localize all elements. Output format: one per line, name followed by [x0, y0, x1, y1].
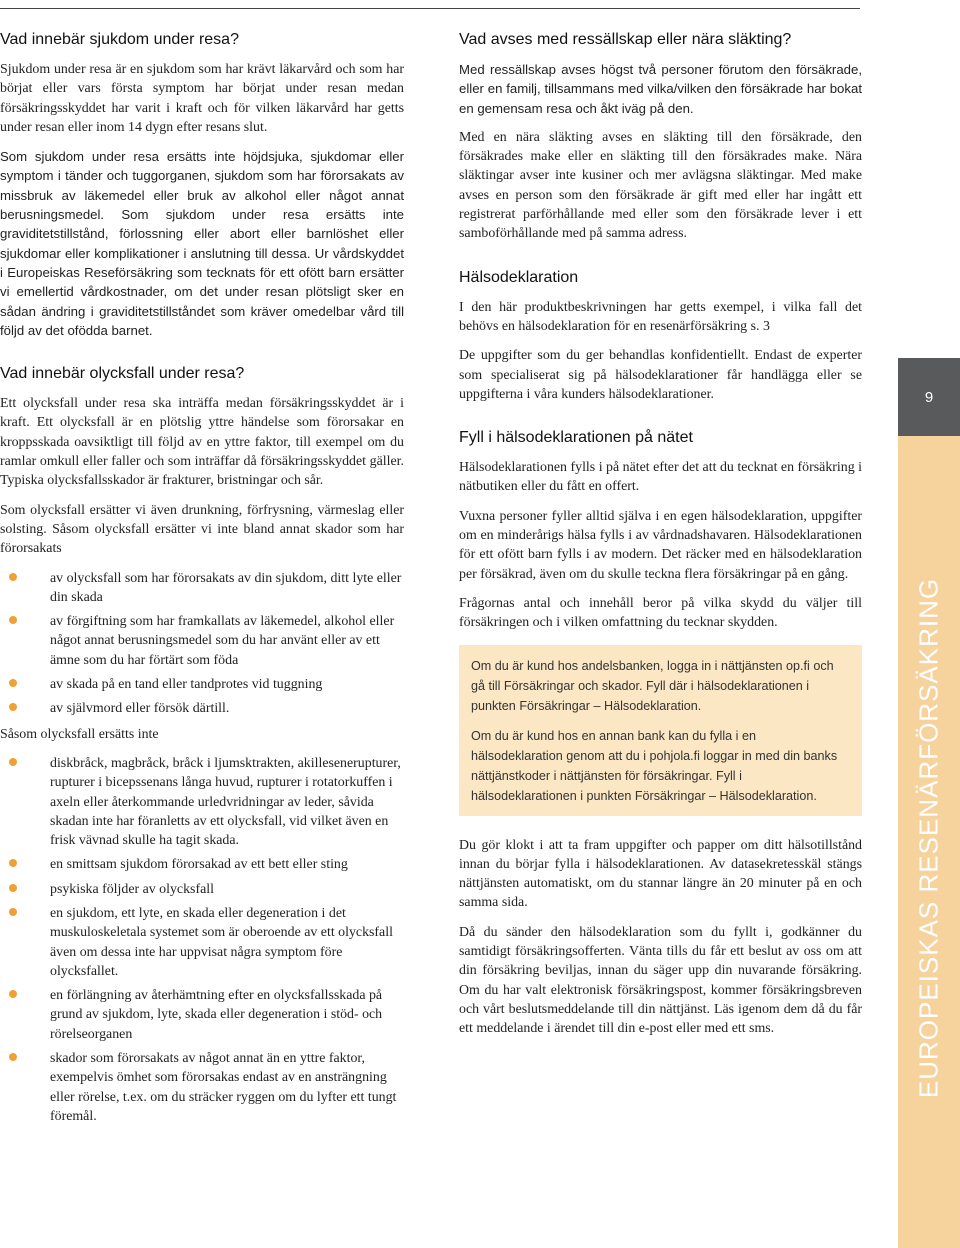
top-rule: [0, 8, 860, 9]
list-item: av förgiftning som har framkallats av läkemedel, alkohol eller något annat berusningsmedel som du har använt eller av ett ämne som du har förtärt som föda: [0, 612, 404, 670]
left-column: [0, 30, 404, 1132]
bullet-icon: [9, 758, 17, 766]
heading-illness: Vad innebär sjukdom under resa?: [0, 31, 239, 48]
paragraph-adults-minors: Vuxna personer fyller alltid själva i en egen hälsodeklaration, uppgifter om en minderårigs hälsa fylls i av vårdnadshavaren. Hälsodeklarationen för ett ofött barn fylls i av modern. Det räcker med en hälsodeklaration per försäkrad, även om du skulle teckna flera försäkringar på en gång.: [459, 508, 862, 582]
paragraph-health-declaration-examples: I den här produktbeskrivningen har getts exempel, i vilka fall det behövs en hälsodeklaration för en resenärförsäkring s. 3: [459, 299, 862, 334]
list-item: en sjukdom, ett lyte, en skada eller degeneration i det muskuloskeletala systemet som är oberoende av ett olycksfall även om dessa inte har uppvisat några symptom före olycksfallet.: [0, 904, 404, 981]
paragraph-prepare-documents: Du gör klokt i att ta fram uppgifter och papper om ditt hälsotillstånd innan du börjar fylla i hälsodeklarationen. Av datasekretesskäl stängs nättjänsten automatiskt, om du stannar längre än 20 minuter på en och samma sida.: [459, 837, 862, 911]
paragraph-close-relative: Med en nära släkting avses en släkting till den försäkrade, den försäkrades make eller en släkting till den försäkrades make. Nära släktingar avser inte kusiner och mer avlägsna släktingar. Med make avses en person som den försäkrade är gift med eller har ingått ett registrerat parförhållande med eller som den försäkrade lever i ett samboförhållande med på samma adress.: [459, 129, 862, 242]
heading-accident: Vad innebär olycksfall under resa?: [0, 365, 245, 383]
bullet-icon: [9, 616, 17, 624]
bullet-icon: [9, 859, 17, 867]
paragraph-accident-definition: Ett olycksfall under resa ska inträffa medan försäkringsskyddet är i kraft. Ett olycksfall är en plötslig yttre händelse som förorsakar en kroppsskada oavsiktligt till följd av en yttre faktor, till exempel om du ramlar omkull eller faller och som inträffar då försäkringsskyddet gäller. Typiska olycksfallsskador är frakturer, bristningar och sår.: [0, 396, 404, 489]
bullet-icon: [9, 703, 17, 711]
right-column: [459, 30, 862, 1049]
heading-travel-companion: Vad avses med ressällskap eller nära släkting?: [459, 31, 792, 48]
paragraph-accident-covered: Som olycksfall ersätter vi även drunkning, förfrysning, värmeslag eller solsting. Såsom olycksfall ersätter vi inte bland annat skador som har förorsakats: [0, 502, 404, 557]
list-item: en förlängning av återhämtning efter en olycksfallsskada på grund av sjukdom, lyte, skada eller degeneration i stöd- och rörelseorganen: [0, 986, 404, 1044]
bullet-icon: [9, 990, 17, 998]
bullet-icon: [9, 884, 17, 892]
heading-fill-online: Fyll i hälsodeklarationen på nätet: [459, 429, 693, 447]
not-compensated-list: [0, 754, 404, 1126]
list-item: skador som förorsakats av något annat än en yttre faktor, exempelvis ömhet som förorsakas endast av en ansträngning eller rörelse, t.ex. om du sträcker ryggen om du lyfter ett tungt föremål.: [0, 1049, 404, 1126]
list-item: av självmord eller försök därtill.: [0, 699, 404, 718]
heading-health-declaration: Hälsodeklaration: [459, 268, 579, 286]
list-item: av olycksfall som har förorsakats av din sjukdom, ditt lyte eller din skada: [0, 569, 404, 608]
list-item: diskbråck, magbråck, bråck i ljumsktrakten, akillesenerupturer, rupturer i bicepssenans långa huvud, rupturer i rotatorkuffen i axeln eller återkommande urledvridningar av leder, såvida skadan inte har föranletts av ett olycksfall, vid vilket även en frisk vävnad skulle ha tagit skada.: [0, 754, 404, 850]
info-callout: [459, 645, 862, 816]
paragraph-illness-exclusions: Som sjukdom under resa ersätts inte höjdsjuka, sjukdomar eller symptom i tänder och tuggorganen, sjukdom som har förorsakats av missbruk av läkemedel eller bruk av alkohol eller något annat berusningsmedel. Som sjukdom under resa ersätts inte graviditetstillstånd, förlossning eller abort eller barnlöshet eller sjukdomar eller komplikationer i anslutning till dessa. Ur vårdskyddet i Europeiskas Reseförsäkring som tecknats för ett ofött barn ersätter vi emellertid vårdkostnader, om det under resan plötsligt sker en sådan ändring i graviditetstillståndet som kräver omedelbar vård till följd av det ofödda barnet.: [0, 149, 404, 338]
bullet-icon: [9, 573, 17, 581]
paragraph-illness-definition: Sjukdom under resa är en sjukdom som har krävt läkarvård och som har börjat eller vars första symptom har börjat under resan medan försäkringsskyddet har varit i kraft och för vilken läkarvård har getts under resan eller inom 14 dygn efter resans slut.: [0, 62, 404, 135]
list-item: en smittsam sjukdom förorsakad av ett bett eller sting: [0, 855, 404, 874]
paragraph-travel-companion: Med ressällskap avses högst två personer förutom den försäkrade, eller en familj, tillsammans med vilka/vilken den försäkrade har bokat en gemensam resa och åkt iväg på den.: [459, 62, 862, 116]
bullet-icon: [9, 908, 17, 916]
paragraph-submit-declaration: Då du sänder den hälsodeklaration som du fyllt i, godkänner du samtidigt försäkringsofferten. Vänta tills du får ett beslut av oss om att din försäkring beviljas, innan du säger upp din nuvarande försäkring. Om du har valt elektronisk försäkringspost, kommer försäkringsbreven och vårt beslutsmeddelande till din nättjänst. Läs igenom dem då du får ett meddelande i ärendet till din e-post eller med ett sms.: [459, 924, 862, 1037]
bullet-icon: [9, 679, 17, 687]
paragraph-question-count: Frågornas antal och innehåll beror på vilka skydd du väljer till försäkringen och i vilken omfattning du tecknar skydden.: [459, 595, 862, 631]
callout-andelsbanken: Om du är kund hos andelsbanken, logga in i nättjänsten op.fi och gå till Försäkringar och skador. Fyll där i hälsodeklarationen i punkten Försäkringar – Hälsodeklaration.: [471, 658, 834, 713]
paragraph-confidential: De uppgifter som du ger behandlas konfidentiellt. Endast de experter som specialiserat sig på hälsodeklarationer får handlägga eller se uppgifterna i våra kunders hälsodeklarationer.: [459, 348, 862, 402]
page-number: 9: [924, 388, 934, 406]
section-title-vertical: EUROPEISKAS RESENÄRFÖRSÄKRING: [913, 577, 944, 1099]
list-item: av skada på en tand eller tandprotes vid tuggning: [0, 675, 404, 694]
bullet-icon: [9, 1053, 17, 1061]
callout-other-bank: Om du är kund hos en annan bank kan du fylla i en hälsodeklaration genom att du i pohjola.fi loggar in med din banks nättjänstkoder i nättjänsten för försäkringar. Fyll i hälsodeklarationen i punkten Försäkringar – Hälsodeklaration.: [471, 728, 838, 803]
accident-exclusion-list: [0, 569, 404, 719]
paragraph-not-compensated: Såsom olycksfall ersätts inte: [0, 726, 159, 742]
paragraph-fill-online: Hälsodeklarationen fylls i på nätet efter det att du tecknat en försäkring i nätbutiken eller du fått en offert.: [459, 460, 862, 495]
list-item: psykiska följder av olycksfall: [0, 880, 404, 899]
